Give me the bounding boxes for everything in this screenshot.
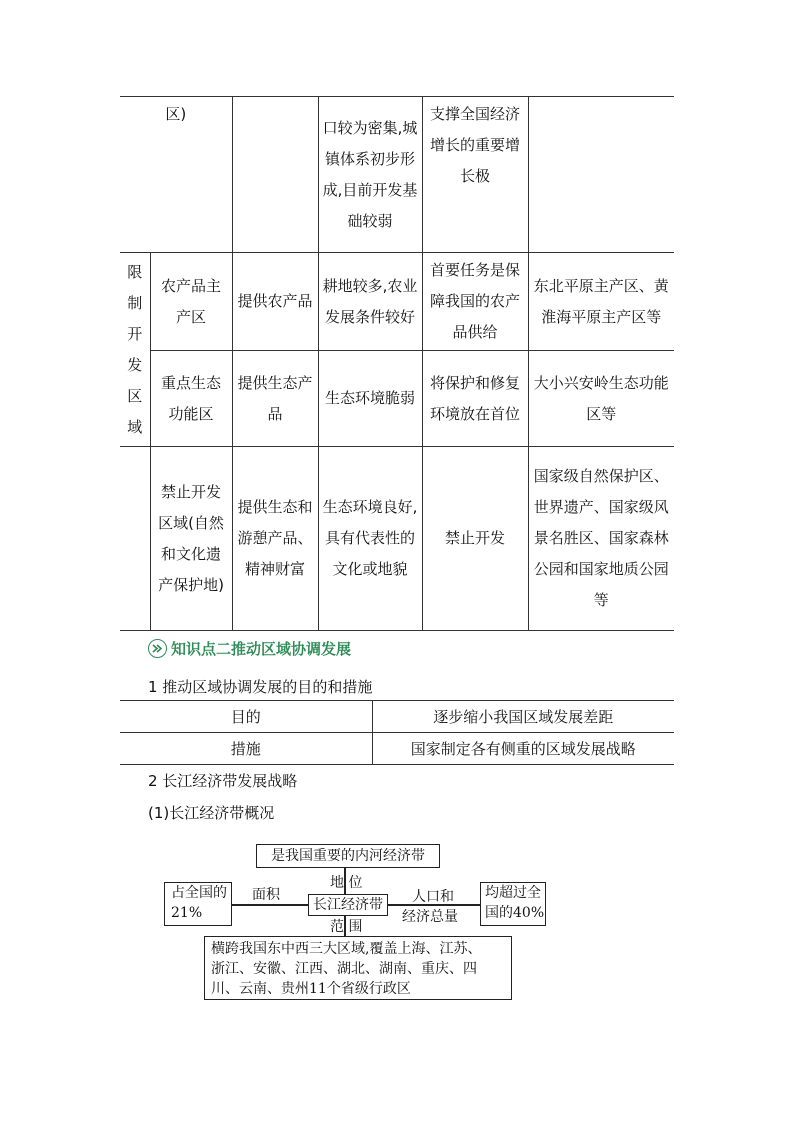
table-row [120, 733, 674, 765]
cell-type: 禁止开发区域(自然和文化遗产保护地) [150, 447, 232, 631]
cell-condition: 生态环境良好,具有代表性的文化或地貌 [318, 447, 422, 631]
table-row [120, 701, 674, 733]
cell-task: 首要任务是保障我国的农产品供给 [422, 253, 528, 351]
table-row [120, 97, 674, 253]
cell-condition: 耕地较多,农业发展条件较好 [318, 253, 422, 351]
table-row [120, 447, 674, 631]
population-box-line: 国的40% [485, 905, 545, 921]
paragraph-strategy: 2 长江经济带发展战略 [148, 772, 298, 790]
area-box [164, 882, 232, 926]
label-economy: 经济总量 [402, 909, 458, 925]
cell-function [232, 97, 318, 253]
zone-table [120, 96, 674, 631]
label-scope: 范 围 [330, 919, 363, 935]
arrow-circle-icon [148, 639, 167, 658]
table-row [120, 351, 674, 447]
cell-example: 东北平原主产区、黄淮海平原主产区等 [528, 253, 674, 351]
cell-function: 提供生态和游憩产品、精神财富 [232, 447, 318, 631]
connector-line [232, 904, 308, 906]
area-box-line: 21% [171, 905, 203, 921]
area-box-line: 占全国的 [171, 885, 227, 901]
goal-measure-table [120, 700, 674, 765]
cell-function: 提供农产品 [232, 253, 318, 351]
position-box: 是我国重要的内河经济带 [256, 844, 440, 868]
section-heading-text: 知识点二推动区域协调发展 [171, 640, 352, 658]
scope-box-line: 浙江、安徽、江西、湖北、湖南、重庆、四 [211, 961, 477, 977]
scope-box-line: 川、云南、贵州11个省级行政区 [211, 981, 411, 997]
cell-type: 区) [120, 97, 232, 253]
paragraph-overview: (1)长江经济带概况 [148, 804, 275, 822]
cell-type: 农产品主产区 [150, 253, 232, 351]
cell-value: 国家制定各有侧重的区域发展战略 [372, 733, 674, 765]
cell-function: 提供生态产品 [232, 351, 318, 447]
population-box [480, 882, 546, 926]
center-box: 长江经济带 [308, 894, 388, 916]
paragraph-purpose: 1 推动区域协调发展的目的和措施 [148, 678, 373, 696]
cell-value: 逐步缩小我国区域发展差距 [372, 701, 674, 733]
cell-example [528, 97, 674, 253]
cell-example: 国家级自然保护区、世界遗产、国家级风景名胜区、国家森林公园和国家地质公园等 [528, 447, 674, 631]
population-box-line: 均超过全 [485, 885, 541, 901]
cell-group-empty [120, 447, 150, 631]
cell-condition: 口较为密集,城镇体系初步形成,目前开发基础较弱 [318, 97, 422, 253]
cell-group-restricted: 限 制 开 发 区 域 [120, 253, 150, 447]
cell-task: 支撑全国经济增长的重要增长极 [422, 97, 528, 253]
cell-task: 禁止开发 [422, 447, 528, 631]
cell-condition: 生态环境脆弱 [318, 351, 422, 447]
section-heading [148, 638, 351, 659]
scope-box-line: 横跨我国东中西三大区域,覆盖上海、江苏、 [211, 941, 482, 957]
cell-label: 目的 [120, 701, 372, 733]
label-area: 面积 [252, 887, 280, 903]
cell-task: 将保护和修复环境放在首位 [422, 351, 528, 447]
scope-box [204, 936, 512, 1000]
label-population: 人口和 [412, 889, 454, 905]
cell-example: 大小兴安岭生态功能区等 [528, 351, 674, 447]
cell-label: 措施 [120, 733, 372, 765]
table-row [120, 253, 674, 351]
cell-type: 重点生态功能区 [150, 351, 232, 447]
label-position: 地 位 [330, 875, 363, 891]
